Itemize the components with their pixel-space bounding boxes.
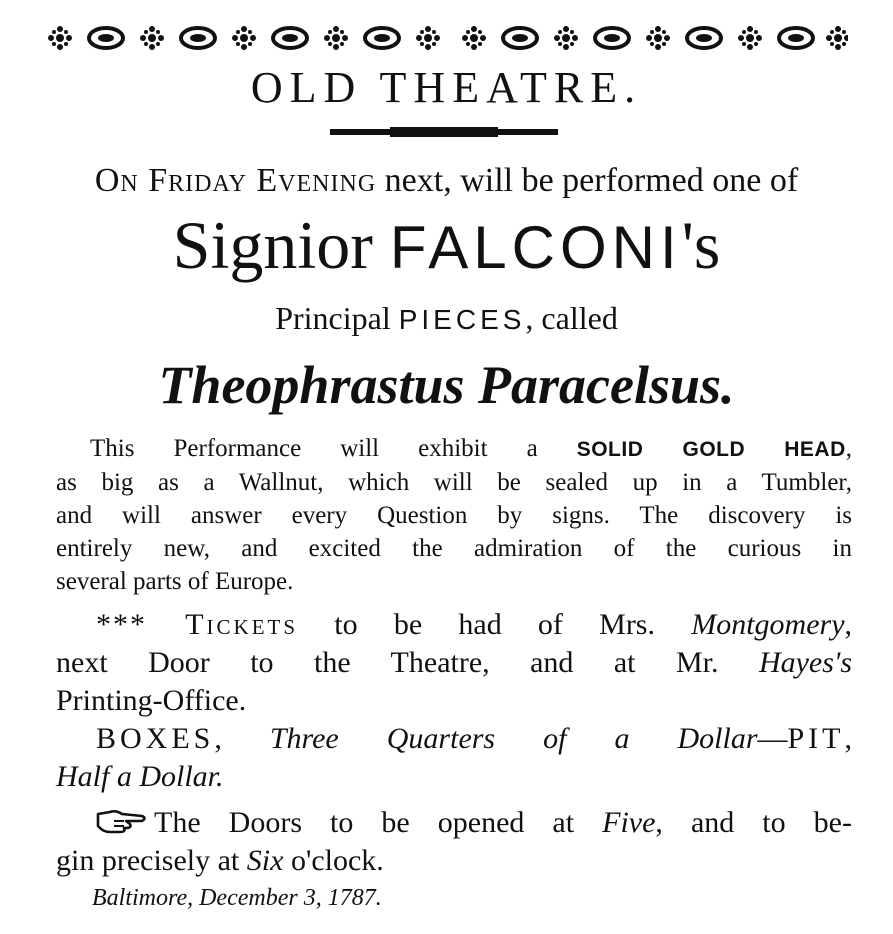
doors-paragraph xyxy=(56,804,852,880)
possessive-text: 's xyxy=(681,207,721,283)
description-comma: , xyxy=(845,435,853,462)
principal-pieces-line xyxy=(0,296,893,342)
tickets-comma: , xyxy=(844,608,853,641)
piece-title: Theophrastus Paracelsus. xyxy=(158,355,735,415)
pit-price-text: Half a Dollar. xyxy=(56,760,224,793)
prices-row xyxy=(56,758,852,796)
description-row: entirely new, and excited the admiration of the curious in xyxy=(56,535,852,562)
description-row: several parts of Europe. xyxy=(56,568,294,595)
tickets-row xyxy=(56,606,852,644)
falconi-text: FALCONI xyxy=(389,214,682,281)
doors-row xyxy=(56,842,852,880)
pieces-text: PIECES xyxy=(398,304,526,335)
tickets-paragraph xyxy=(56,606,852,720)
description-row: as big as a Wallnut, which will be sealed up in a Tumbler, xyxy=(56,469,852,496)
boxes-price-text: Three Quarters of a Dollar xyxy=(269,722,758,755)
performance-date-line xyxy=(0,160,893,202)
description-paragraph xyxy=(56,432,852,598)
description-row: and will answer every Question by signs. The discovery is xyxy=(56,502,852,529)
description-row xyxy=(56,432,852,466)
dateline: Baltimore, December 3, 1787. xyxy=(92,885,382,911)
ornamental-rule-icon xyxy=(330,127,558,137)
doors-row xyxy=(56,804,852,842)
called-text: , called xyxy=(525,300,618,336)
tickets-row xyxy=(56,644,852,682)
friday-evening-text: On Friday Evening xyxy=(94,162,377,199)
pit-text: PIT xyxy=(787,722,845,755)
prices-dash: — xyxy=(757,722,788,755)
montgomery-text: Montgomery xyxy=(691,608,845,641)
doors-text: gin precisely at xyxy=(56,844,247,877)
performer-name-line xyxy=(0,205,893,288)
prices-comma: , xyxy=(214,722,270,755)
prices-paragraph xyxy=(56,720,852,796)
tickets-label: Tickets xyxy=(185,608,299,641)
doors-text: , and to be- xyxy=(655,806,852,839)
prices-row xyxy=(56,720,852,758)
signior-text: Signior xyxy=(172,207,390,283)
tickets-text: next Door to the Theatre, and at Mr. xyxy=(56,646,759,679)
principal-text: Principal xyxy=(275,300,399,336)
description-text: This Performance will exhibit a xyxy=(90,435,577,462)
prices-comma: , xyxy=(844,722,852,755)
doors-text: o'clock. xyxy=(283,844,384,877)
tickets-text: to be had of Mrs. xyxy=(298,608,692,641)
friday-rest-text: next, will be performed one of xyxy=(376,162,799,199)
boxes-text: BOXES xyxy=(96,722,215,755)
tickets-row: Printing-Office. xyxy=(56,684,247,717)
five-text: Five xyxy=(602,806,656,839)
six-text: Six xyxy=(246,844,284,877)
doors-text: The Doors to be opened at xyxy=(154,806,603,839)
fleuron-border-icon xyxy=(48,18,848,58)
page-title: OLD THEATRE. xyxy=(250,63,643,112)
hayes-text: Hayes's xyxy=(758,646,852,679)
asterism: *** xyxy=(96,608,186,641)
manicule-hand-icon xyxy=(96,808,148,834)
solid-gold-head-text: SOLID GOLD HEAD xyxy=(576,438,846,461)
